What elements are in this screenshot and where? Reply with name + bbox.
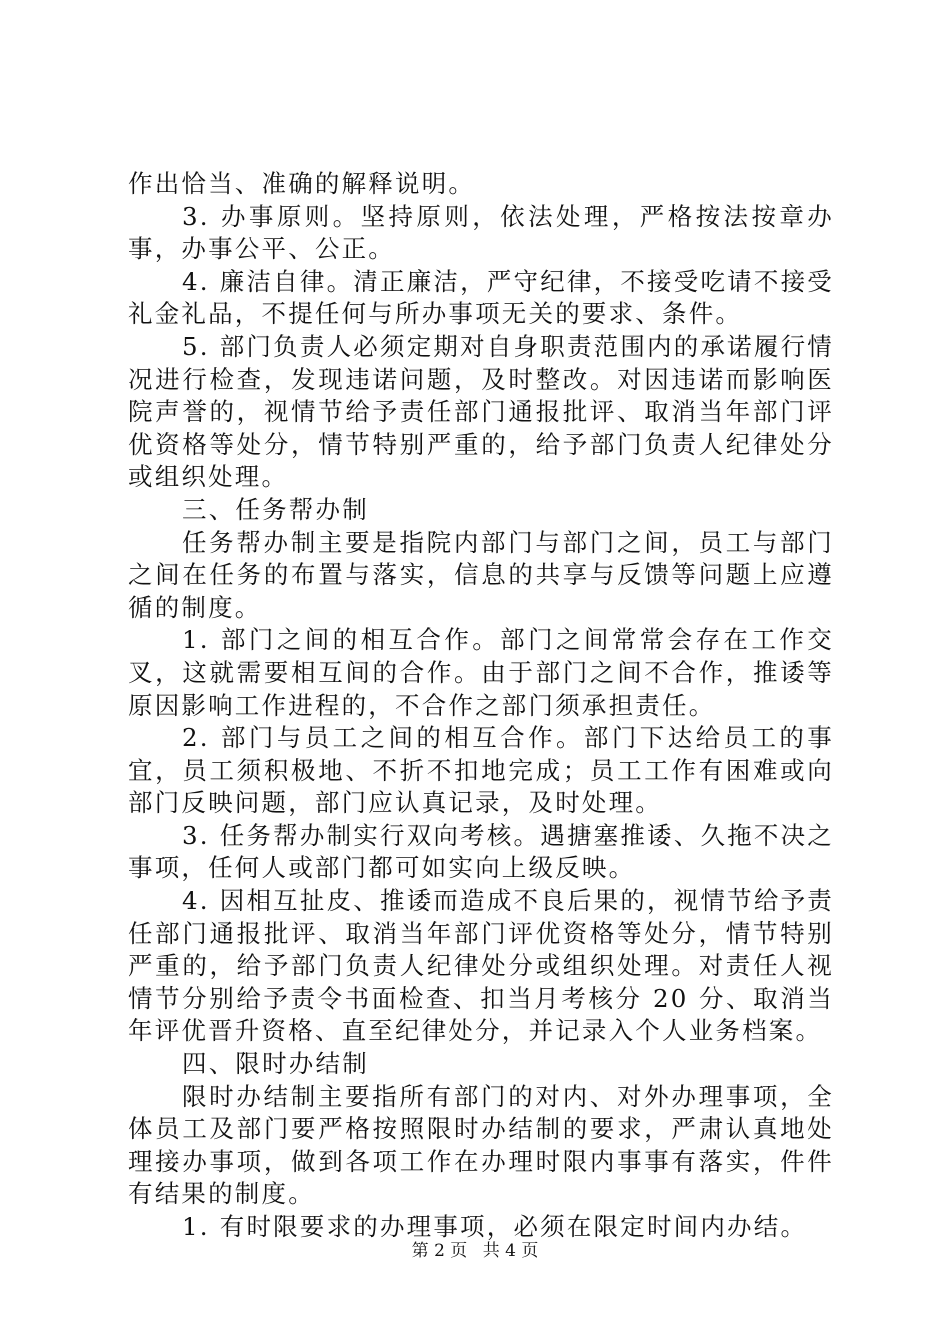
section-heading-4: 四、限时办结制 bbox=[182, 1049, 369, 1079]
paragraph-3: 4. 廉洁自律。清正廉洁，严守纪律，不接受吃请不接受礼金礼品，不提任何与所办事项无关的要求、条件。 bbox=[128, 266, 834, 329]
page-total: 共 4 页 bbox=[482, 1241, 539, 1261]
paragraph-9: 4. 因相互扯皮、推诿而造成不良后果的，视情节给予责任部门通报批评、取消当年部门评优资格等处分，情节特别严重的，给予部门负责人纪律处分或组织处理。对责任人视情节分别给予责令书面检查、扣当月考核分 20 分、取消当年评优晋升资格、直至纪律处分，并记录入个人业务档案。 bbox=[128, 886, 834, 1046]
paragraph-5: 任务帮办制主要是指院内部门与部门之间，员工与部门之间在任务的布置与落实，信息的共享与反馈等问题上应遵循的制度。 bbox=[128, 527, 834, 622]
section-heading-3: 三、任务帮办制 bbox=[182, 494, 369, 524]
paragraph-6: 1. 部门之间的相互合作。部门之间常常会存在工作交叉，这就需要相互间的合作。由于部门之间不合作，推诿等原因影响工作进程的，不合作之部门须承担责任。 bbox=[128, 625, 834, 720]
paragraph-4: 5. 部门负责人必须定期对自身职责范围内的承诺履行情况进行检查，发现违诺问题，及时整改。对因违诺而影响医院声誉的，视情节给予责任部门通报批评、取消当年部门评优资格等处分，情节特别严重的，给予部门负责人纪律处分或组织处理。 bbox=[128, 331, 834, 492]
paragraph-1: 作出恰当、准确的解释说明。 bbox=[128, 169, 476, 198]
page-footer bbox=[0, 1240, 950, 1262]
paragraph-10: 限时办结制主要指所有部门的对内、对外办理事项，全体员工及部门要严格按照限时办结制的要求，严肃认真地处理接办事项，做到各项工作在办理时限内事事有落实，件件有结果的制度。 bbox=[128, 1081, 834, 1209]
paragraph-2: 3. 办事原则。坚持原则，依法处理，严格按法按章办事，办事公平、公正。 bbox=[128, 201, 834, 264]
paragraph-7: 2. 部门与员工之间的相互合作。部门下达给员工的事宜，员工须积极地、不折不扣地完成；员工工作有困难或向部门反映问题，部门应认真记录，及时处理。 bbox=[128, 723, 834, 818]
paragraph-8: 3. 任务帮办制实行双向考核。遇搪塞推诿、久拖不决之事项，任何人或部门都可如实向上级反映。 bbox=[128, 820, 834, 883]
page-number: 第 2 页 bbox=[411, 1241, 468, 1261]
paragraph-11: 1. 有时限要求的办理事项，必须在限定时间内办结。 bbox=[182, 1212, 808, 1241]
document-body bbox=[128, 168, 834, 1244]
